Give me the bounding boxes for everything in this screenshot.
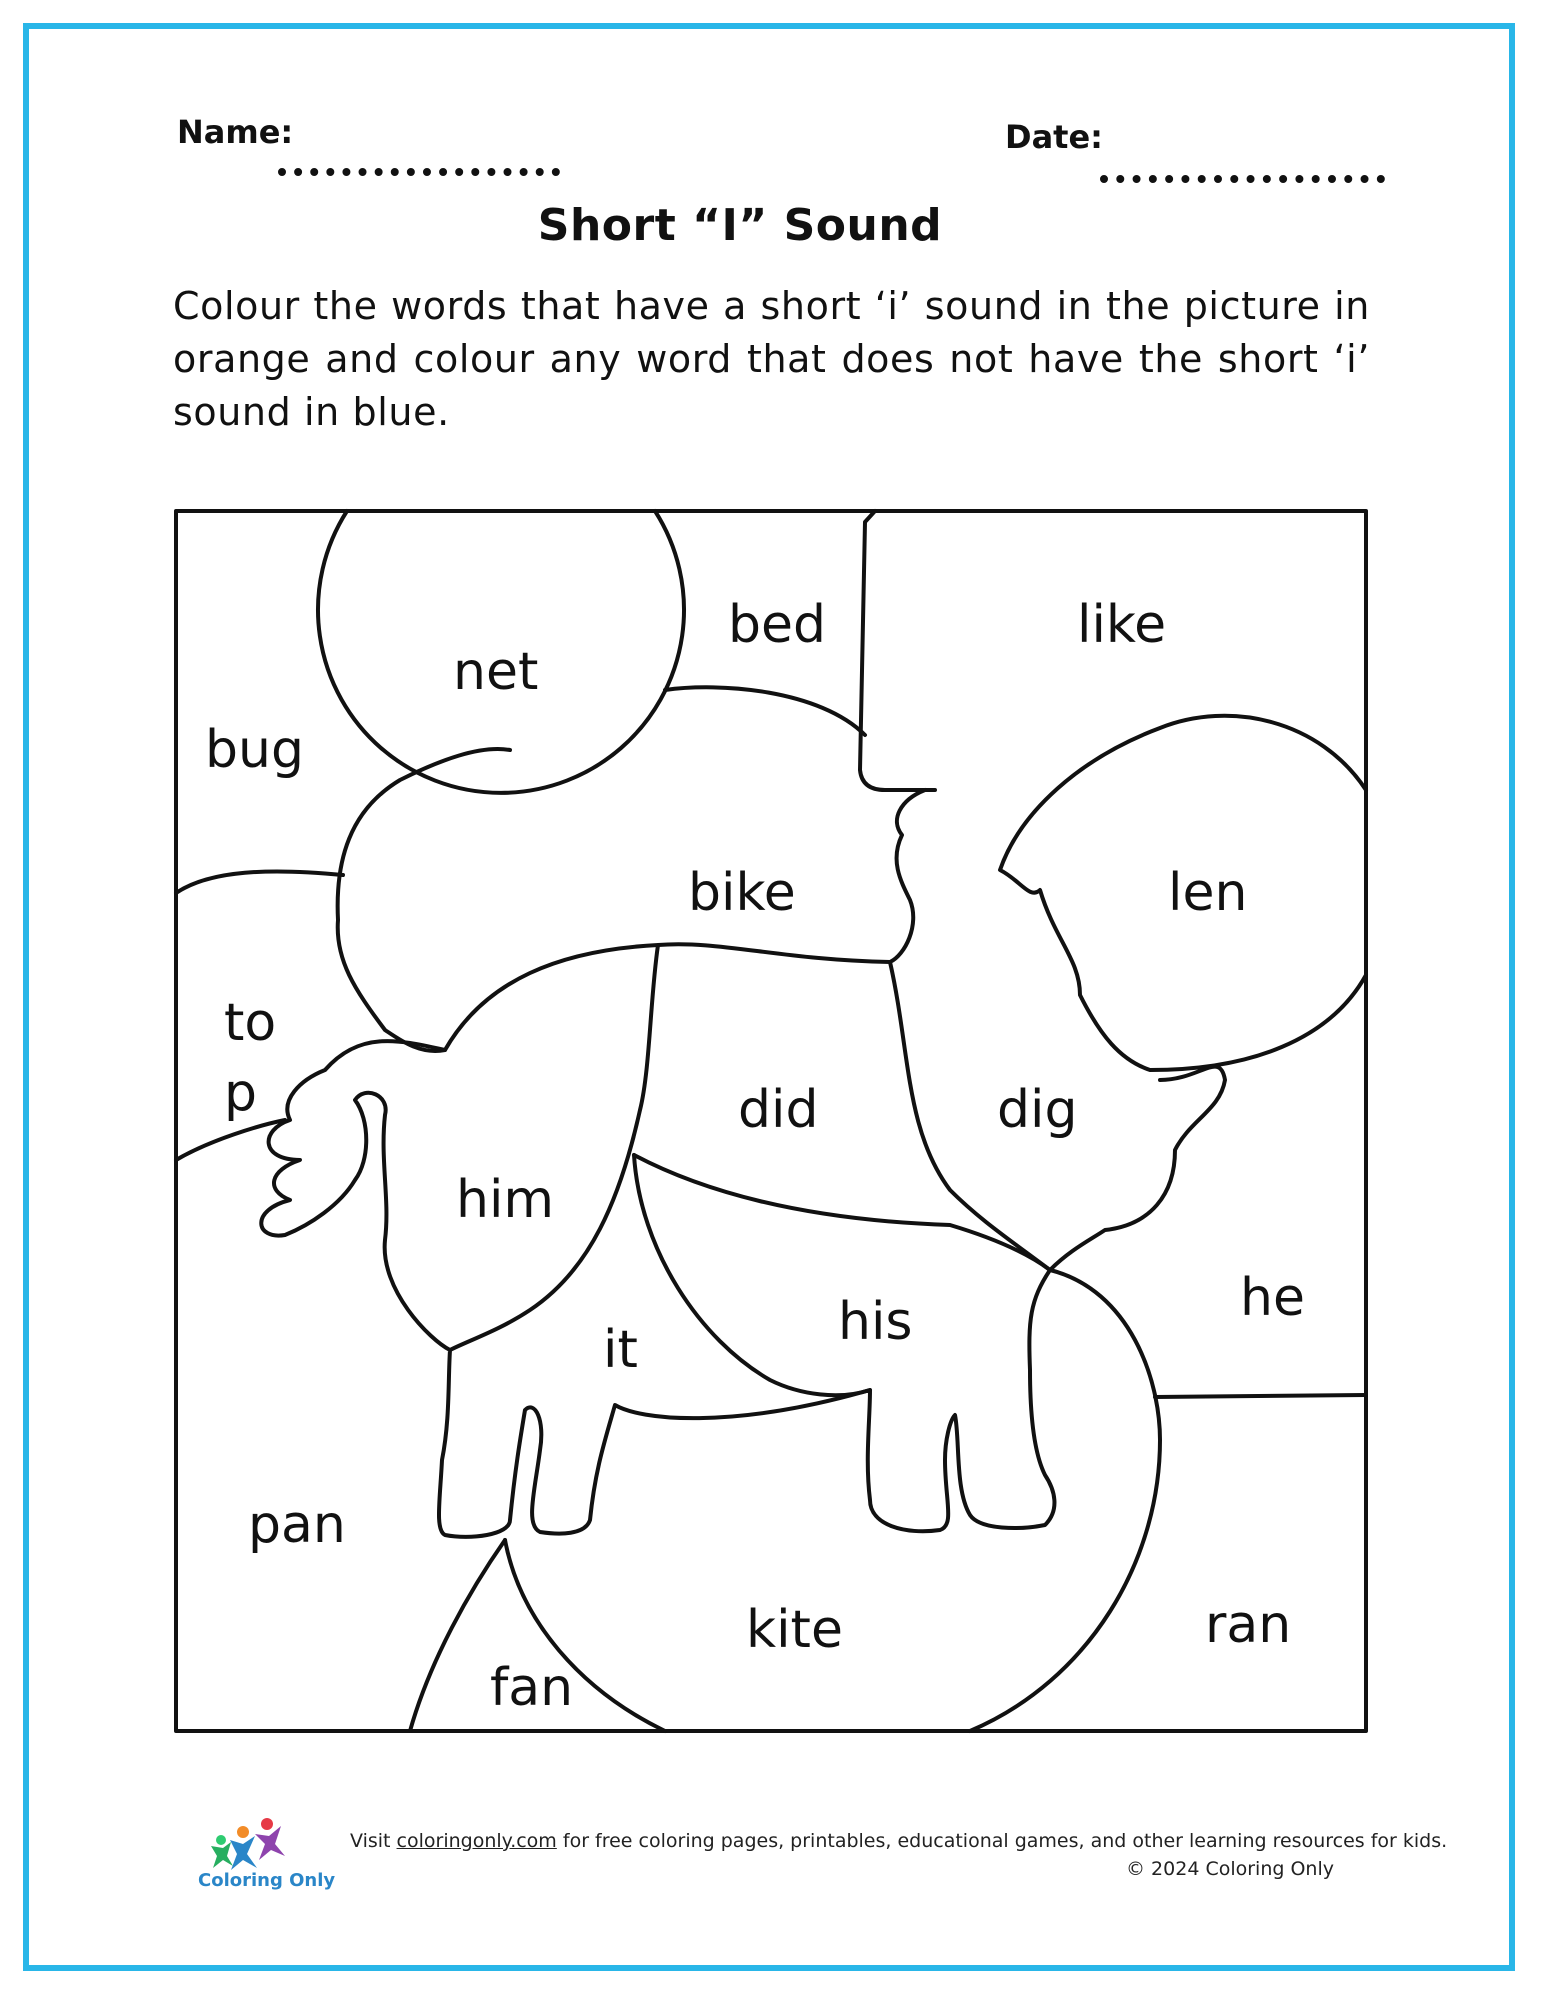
footer-link[interactable]: coloringonly.com [396, 1830, 557, 1852]
word-him[interactable]: him [456, 1170, 555, 1230]
word-it[interactable]: it [603, 1320, 638, 1380]
word-did[interactable]: did [738, 1080, 819, 1140]
name-label: Name: [177, 113, 294, 151]
top-region[interactable] [176, 871, 343, 893]
word-dig[interactable]: dig [997, 1080, 1078, 1140]
word-like[interactable]: like [1077, 595, 1167, 655]
word-len[interactable]: len [1168, 863, 1248, 923]
logo-text: Coloring Only [198, 1870, 336, 1891]
bike-region[interactable] [338, 687, 925, 1051]
kite-region[interactable] [970, 1270, 1160, 1731]
word-fan[interactable]: fan [490, 1658, 574, 1718]
word-bug[interactable]: bug [205, 720, 304, 780]
footer-copyright: © 2024 Coloring Only [1126, 1858, 1334, 1880]
worksheet-title: Short “I” Sound [537, 200, 943, 251]
word-he[interactable]: he [1240, 1268, 1305, 1328]
word-to[interactable]: to [224, 993, 277, 1053]
footer-rest: for free coloring pages, printables, educational games, and other learning resources for kids. [562, 1830, 1448, 1852]
did-region[interactable] [634, 1155, 1050, 1270]
his-region[interactable] [634, 1155, 870, 1395]
instructions-text: Colour the words that have a short ‘i’ sound in the picture in orange and colour any word that does not have the short ‘i’ sound in blue. [173, 284, 1370, 434]
footer-visit: Visit [350, 1830, 391, 1852]
word-net[interactable]: net [453, 642, 539, 702]
date-label: Date: [1005, 118, 1103, 156]
footer-text [350, 1830, 1447, 1852]
word-kite[interactable]: kite [746, 1600, 843, 1660]
word-bed[interactable]: bed [728, 595, 827, 655]
word-bike[interactable]: bike [688, 863, 796, 923]
word-pan[interactable]: pan [248, 1495, 346, 1555]
he-ran-divider [1155, 1395, 1366, 1397]
word-p[interactable]: p [224, 1063, 258, 1123]
like-region[interactable] [860, 511, 935, 790]
word-his[interactable]: his [838, 1292, 913, 1352]
word-ran[interactable]: ran [1205, 1595, 1292, 1655]
